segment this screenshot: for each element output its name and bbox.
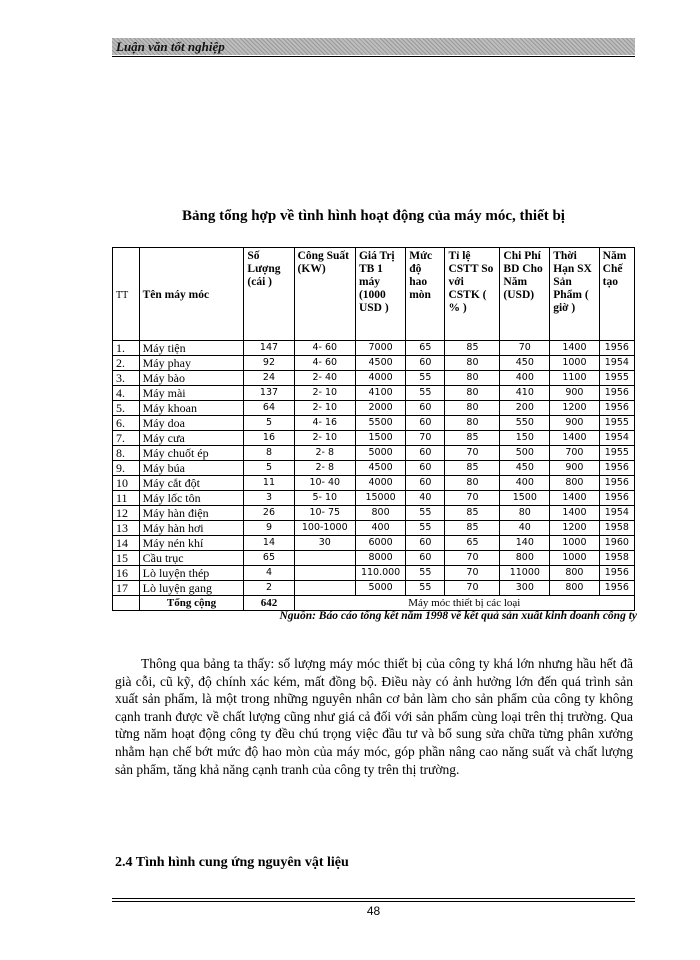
table-cell: 55 <box>406 566 445 581</box>
table-cell: Máy khoan <box>139 401 244 416</box>
table-cell: Lò luyện gang <box>139 581 244 596</box>
table-cell: 70 <box>500 341 550 356</box>
table-cell: 140 <box>500 536 550 551</box>
table-row <box>113 341 635 356</box>
column-header: Thời Hạn SX Sản Phẩm ( giờ ) <box>550 248 599 341</box>
table-cell: 300 <box>500 581 550 596</box>
column-header: Mức độ hao mòn <box>406 248 445 341</box>
table-row <box>113 416 635 431</box>
table-cell: 1956 <box>599 401 634 416</box>
table-cell: 26 <box>244 506 294 521</box>
table-cell: 85 <box>445 506 500 521</box>
table-cell: 4- 60 <box>294 341 355 356</box>
table-cell: 15 <box>113 551 140 566</box>
table-cell: 92 <box>244 356 294 371</box>
table-cell: Máy cưa <box>139 431 244 446</box>
table-cell: 4500 <box>355 356 405 371</box>
table-cell: 80 <box>445 476 500 491</box>
table-cell: 1500 <box>500 491 550 506</box>
table-cell: 400 <box>500 476 550 491</box>
table-cell: 1956 <box>599 461 634 476</box>
table-cell: 60 <box>406 416 445 431</box>
table-cell: 9 <box>244 521 294 536</box>
table-cell: 1956 <box>599 566 634 581</box>
table-cell: Lò luyện thép <box>139 566 244 581</box>
table-row <box>113 506 635 521</box>
table-cell: 40 <box>406 491 445 506</box>
table-cell: 60 <box>406 401 445 416</box>
table-cell: Máy tiện <box>139 341 244 356</box>
table-cell: 1956 <box>599 476 634 491</box>
table-cell: 4000 <box>355 371 405 386</box>
table-cell: 70 <box>445 566 500 581</box>
table-cell: 70 <box>406 431 445 446</box>
table-row <box>113 521 635 536</box>
table-cell: 80 <box>445 371 500 386</box>
table-cell: 65 <box>445 536 500 551</box>
table-cell: 450 <box>500 461 550 476</box>
table-cell: 1954 <box>599 431 634 446</box>
column-header: Giá Trị TB 1 máy (1000 USD ) <box>355 248 405 341</box>
table-cell: 5 <box>244 461 294 476</box>
table-cell: 4- 60 <box>294 356 355 371</box>
table-cell: 60 <box>406 461 445 476</box>
table-cell: 3 <box>244 491 294 506</box>
table-cell: 11 <box>244 476 294 491</box>
table-cell: 1200 <box>550 521 599 536</box>
table-cell: 10 <box>113 476 140 491</box>
table-cell <box>294 566 355 581</box>
table-cell: Máy hàn hơi <box>139 521 244 536</box>
table-row <box>113 446 635 461</box>
table-cell: 15000 <box>355 491 405 506</box>
table-cell: 85 <box>445 461 500 476</box>
table-cell: 7. <box>113 431 140 446</box>
table-source-note: Nguồn: Báo cáo tổng kết năm 1998 về kết quả sản xuất kinh doanh công ty <box>279 610 637 622</box>
table-cell: 24 <box>244 371 294 386</box>
footer-rule <box>112 901 635 902</box>
table-cell: 1. <box>113 341 140 356</box>
table-cell: Cầu trục <box>139 551 244 566</box>
table-cell: 2- 10 <box>294 401 355 416</box>
table-cell: 1400 <box>550 491 599 506</box>
table-cell: 900 <box>550 461 599 476</box>
table-cell: 70 <box>445 551 500 566</box>
table-cell: 85 <box>445 521 500 536</box>
table-cell: 1958 <box>599 551 634 566</box>
table-cell: 2 <box>244 581 294 596</box>
table-cell: 800 <box>550 581 599 596</box>
column-header: Số Lượng (cái ) <box>244 248 294 341</box>
table-cell: 1955 <box>599 371 634 386</box>
total-note: Máy móc thiết bị các loại <box>294 596 634 611</box>
table-cell: 80 <box>500 506 550 521</box>
table-row <box>113 356 635 371</box>
table-cell: 700 <box>550 446 599 461</box>
header-bar <box>112 38 635 55</box>
table-cell: 1955 <box>599 446 634 461</box>
table-cell: 70 <box>445 581 500 596</box>
header-title: Luận văn tốt nghiệp <box>116 39 225 54</box>
table-row <box>113 536 635 551</box>
table-cell: 60 <box>406 551 445 566</box>
table-cell: 2- 10 <box>294 386 355 401</box>
column-header: Năm Chế tạo <box>599 248 634 341</box>
table-cell: 85 <box>445 341 500 356</box>
table-cell: 2- 40 <box>294 371 355 386</box>
table-cell: 7000 <box>355 341 405 356</box>
table-row <box>113 401 635 416</box>
table-cell: 8000 <box>355 551 405 566</box>
table-cell: 1958 <box>599 521 634 536</box>
table-cell: Máy doa <box>139 416 244 431</box>
table-cell: 10- 75 <box>294 506 355 521</box>
table-cell: 1960 <box>599 536 634 551</box>
table-row <box>113 566 635 581</box>
table-row <box>113 551 635 566</box>
table-cell: 4- 16 <box>294 416 355 431</box>
table-header-row <box>113 248 635 341</box>
table-cell: 2000 <box>355 401 405 416</box>
header-rule <box>112 56 635 57</box>
table-cell: 11 <box>113 491 140 506</box>
column-header: Chi Phí BD Cho Năm (USD) <box>500 248 550 341</box>
table-cell: 6000 <box>355 536 405 551</box>
table-cell: 100-1000 <box>294 521 355 536</box>
table-row <box>113 581 635 596</box>
table-cell: 12 <box>113 506 140 521</box>
table-cell: 10- 40 <box>294 476 355 491</box>
table-cell: 137 <box>244 386 294 401</box>
table-row <box>113 386 635 401</box>
table-cell: 550 <box>500 416 550 431</box>
table-cell: Máy bào <box>139 371 244 386</box>
table-cell: 5- 10 <box>294 491 355 506</box>
table-cell: 1400 <box>550 506 599 521</box>
total-label: Tổng cộng <box>139 596 244 611</box>
table-cell: 900 <box>550 416 599 431</box>
table-cell: Máy lốc tôn <box>139 491 244 506</box>
table-cell: 800 <box>550 476 599 491</box>
column-header: Tên máy móc <box>139 248 244 341</box>
table-cell: Máy mài <box>139 386 244 401</box>
table-cell: 8 <box>244 446 294 461</box>
table-cell: 4. <box>113 386 140 401</box>
table-cell: 4 <box>244 566 294 581</box>
table-cell: 65 <box>406 341 445 356</box>
table-cell: 55 <box>406 521 445 536</box>
table-cell: Máy nén khí <box>139 536 244 551</box>
table-cell: 5500 <box>355 416 405 431</box>
table-row <box>113 371 635 386</box>
table-cell: 60 <box>406 476 445 491</box>
table-row <box>113 461 635 476</box>
table-cell: 55 <box>406 371 445 386</box>
table-cell: 55 <box>406 581 445 596</box>
column-header: TT <box>113 248 140 341</box>
table-cell: 60 <box>406 356 445 371</box>
table-cell: 80 <box>445 401 500 416</box>
table-cell: 1100 <box>550 371 599 386</box>
table-cell <box>294 551 355 566</box>
table-cell: 500 <box>500 446 550 461</box>
table-cell: 1956 <box>599 341 634 356</box>
table-cell: 13 <box>113 521 140 536</box>
table-cell: 3. <box>113 371 140 386</box>
table-title: Bảng tổng hợp về tình hình hoạt động của máy móc, thiết bị <box>182 208 565 224</box>
table-cell: 9. <box>113 461 140 476</box>
table-cell: 1954 <box>599 356 634 371</box>
table-cell: 800 <box>355 506 405 521</box>
table-cell: 2- 8 <box>294 446 355 461</box>
table-cell: 2. <box>113 356 140 371</box>
table-cell: 1956 <box>599 491 634 506</box>
table-cell: 110.000 <box>355 566 405 581</box>
table-cell: 4500 <box>355 461 405 476</box>
table-cell: 4100 <box>355 386 405 401</box>
table-cell: 410 <box>500 386 550 401</box>
table-cell: 1956 <box>599 386 634 401</box>
equipment-table <box>112 247 635 611</box>
table-cell: 80 <box>445 356 500 371</box>
table-cell: 1000 <box>550 356 599 371</box>
table-cell: 11000 <box>500 566 550 581</box>
table-cell: 70 <box>445 446 500 461</box>
table-cell: 4000 <box>355 476 405 491</box>
table-cell: 5000 <box>355 446 405 461</box>
table-cell: 60 <box>406 446 445 461</box>
table-cell: 2- 10 <box>294 431 355 446</box>
table-cell: 40 <box>500 521 550 536</box>
table-cell: 5 <box>244 416 294 431</box>
table-row <box>113 476 635 491</box>
table-cell: 400 <box>355 521 405 536</box>
table-cell: 65 <box>244 551 294 566</box>
table-cell: 147 <box>244 341 294 356</box>
table-cell: 70 <box>445 491 500 506</box>
table-cell: 200 <box>500 401 550 416</box>
table-cell: 1200 <box>550 401 599 416</box>
table-row <box>113 431 635 446</box>
table-cell <box>294 581 355 596</box>
table-cell: 8. <box>113 446 140 461</box>
table-cell: 60 <box>406 536 445 551</box>
table-cell: 450 <box>500 356 550 371</box>
table-cell: 1500 <box>355 431 405 446</box>
table-cell: 55 <box>406 506 445 521</box>
table-cell: 1400 <box>550 341 599 356</box>
table-cell: 900 <box>550 386 599 401</box>
table-cell: 14 <box>244 536 294 551</box>
table-cell: 30 <box>294 536 355 551</box>
section-heading: 2.4 Tình hình cung ứng nguyên vật liệu <box>115 855 349 870</box>
table-cell: 14 <box>113 536 140 551</box>
table-cell: 17 <box>113 581 140 596</box>
table-cell: 16 <box>244 431 294 446</box>
table-cell: 64 <box>244 401 294 416</box>
table-cell: 1400 <box>550 431 599 446</box>
table-cell: 2- 8 <box>294 461 355 476</box>
column-header: Công Suất (KW) <box>294 248 355 341</box>
table-cell: Máy búa <box>139 461 244 476</box>
total-cell-empty <box>113 596 140 611</box>
table-cell: 1956 <box>599 581 634 596</box>
total-quantity: 642 <box>244 596 294 611</box>
table-cell: 1000 <box>550 536 599 551</box>
table-cell: 1955 <box>599 416 634 431</box>
table-cell: 80 <box>445 386 500 401</box>
body-paragraph: Thông qua bảng ta thấy: số lượng máy móc thiết bị của công ty khá lớn nhưng hầu hết đã già cỗi, cũ kỹ, độ chính xác kém, mất đồng bộ. Điều này có ảnh hưởng lớn đến quá trình sản xuất sản phẩm, là một trong những nguyên nhân cơ bản làm cho sản phẩm của công ty không cạnh tranh được về chất lượng cũng như giá cả đối với sản phẩm cùng loại trên thị trường. Qua từng năm hoạt động công ty đều chú trọng việc đầu tư và bổ sung sửa chữa từng phân xưởng nhằm hạn chế bớt mức độ hao mòn của máy móc, góp phần nâng cao năng suất và chất lượng sản phẩm, tăng khả năng cạnh tranh của công ty trên thị trường. <box>115 656 633 777</box>
table-cell: Máy phay <box>139 356 244 371</box>
table-cell: 16 <box>113 566 140 581</box>
table-cell: 1000 <box>550 551 599 566</box>
table-cell: 400 <box>500 371 550 386</box>
page-number: 48 <box>366 904 381 918</box>
table-cell: Máy hàn điện <box>139 506 244 521</box>
table-cell: Máy cắt đột <box>139 476 244 491</box>
table-cell: 1954 <box>599 506 634 521</box>
table-cell: 85 <box>445 431 500 446</box>
table-cell: 150 <box>500 431 550 446</box>
table-row <box>113 491 635 506</box>
table-cell: 5. <box>113 401 140 416</box>
column-header: Tỉ lệ CSTT So với CSTK ( % ) <box>445 248 500 341</box>
footer-rule <box>112 898 635 899</box>
table-cell: 6. <box>113 416 140 431</box>
total-row <box>113 596 635 611</box>
table-cell: 800 <box>550 566 599 581</box>
table-cell: 80 <box>445 416 500 431</box>
table-body <box>113 341 635 611</box>
table-cell: 5000 <box>355 581 405 596</box>
table-cell: Máy chuốt ép <box>139 446 244 461</box>
table-cell: 800 <box>500 551 550 566</box>
table-cell: 55 <box>406 386 445 401</box>
